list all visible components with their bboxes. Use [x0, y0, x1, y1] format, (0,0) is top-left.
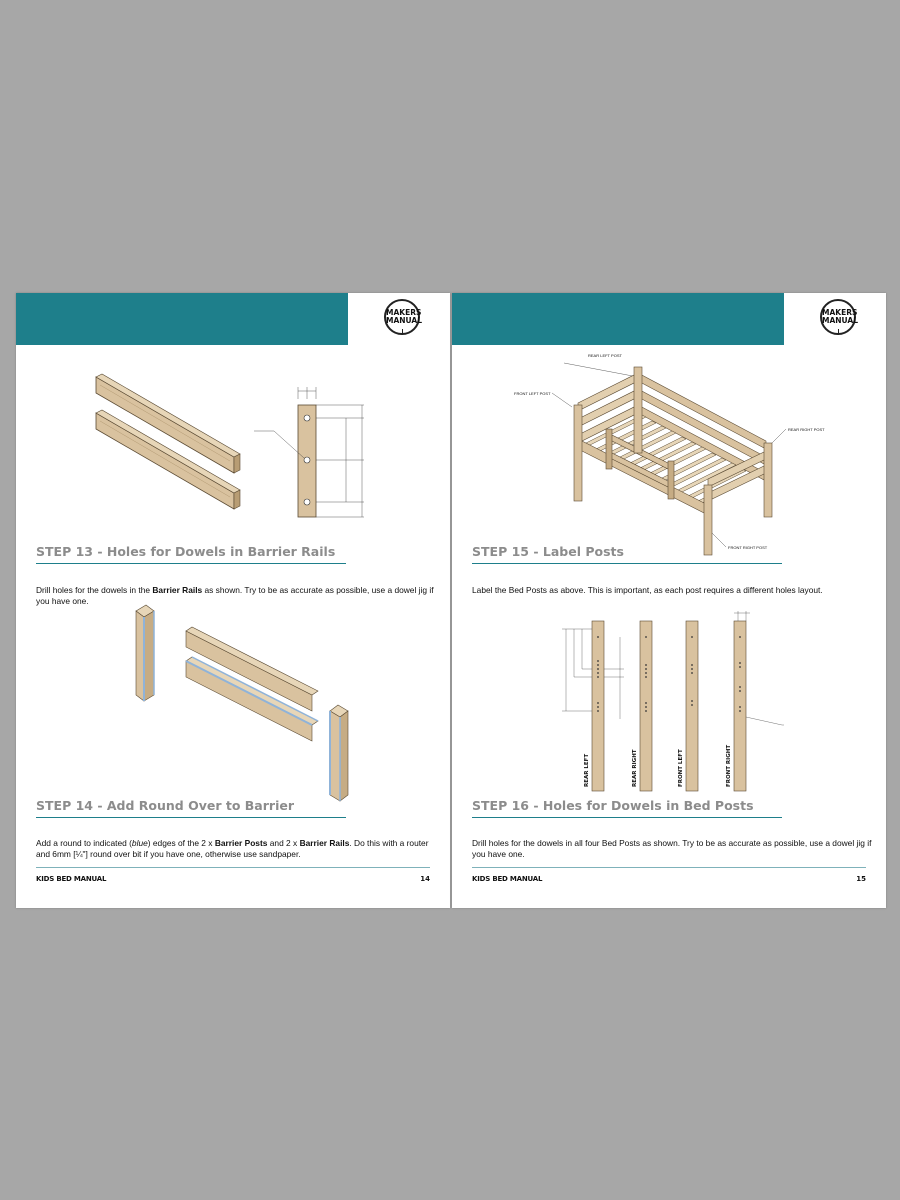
page-number: 14	[420, 875, 430, 883]
step-14-title: STEP 14 - Add Round Over to Barrier	[36, 798, 295, 813]
post-label-front-right: FRONT RIGHT	[726, 744, 732, 787]
manual-page-15	[452, 293, 886, 908]
footer-rule	[472, 867, 866, 868]
bed-frame-illustration	[512, 353, 832, 563]
label-front-right-post: FRONT RIGHT POST	[728, 545, 768, 550]
post-label-rear-left: REAR LEFT	[584, 753, 590, 787]
step-13-rule	[36, 563, 346, 564]
step-15-rule	[472, 563, 782, 564]
header-band	[16, 293, 348, 345]
page-number: 15	[856, 875, 866, 883]
step-16-text: Drill holes for the dowels in all four Bed Posts as shown. Try to be as accurate as possible, use a dowel jig if you have one.	[472, 838, 872, 859]
manual-page-14	[16, 293, 450, 908]
barrier-round-over-illustration	[134, 605, 344, 805]
post-label-front-left: FRONT LEFT	[678, 749, 684, 787]
bed-posts-hole-diagram	[548, 607, 788, 799]
makers-manual-logo: MAKERS MANUAL	[820, 299, 856, 335]
header-band	[452, 293, 784, 345]
post-label-rear-right: REAR RIGHT	[632, 749, 638, 787]
step-15-text: Label the Bed Posts as above. This is important, as each post requires a different holes layout.	[472, 585, 823, 595]
step-13-title: STEP 13 - Holes for Dowels in Barrier Rails	[36, 544, 336, 559]
footer-title: KIDS BED MANUAL	[472, 875, 543, 883]
label-rear-right-post: REAR RIGHT POST	[788, 427, 825, 432]
barrier-rails-illustration	[94, 377, 239, 517]
makers-manual-logo: MAKERS MANUAL	[384, 299, 420, 335]
step-16-rule	[472, 817, 782, 818]
step-13-text: Drill holes for the dowels in the Barrier Rails as shown. Try to be as accurate as possible, use a dowel jig if you have one.	[36, 585, 434, 606]
footer-title: KIDS BED MANUAL	[36, 875, 107, 883]
label-front-left-post: FRONT LEFT POST	[514, 391, 551, 396]
step-15-title: STEP 15 - Label Posts	[472, 544, 624, 559]
step-16-title: STEP 16 - Holes for Dowels in Bed Posts	[472, 798, 754, 813]
step-14-rule	[36, 817, 346, 818]
label-rear-left-post: REAR LEFT POST	[588, 353, 622, 358]
rail-hole-dimension-drawing	[252, 381, 372, 521]
footer-rule	[36, 867, 430, 868]
step-14-text: Add a round to indicated (blue) edges of the 2 x Barrier Posts and 2 x Barrier Rails. Do this with a router and 6mm [¼"] round over bit if you have one, otherwise use sandpaper.	[36, 838, 429, 859]
